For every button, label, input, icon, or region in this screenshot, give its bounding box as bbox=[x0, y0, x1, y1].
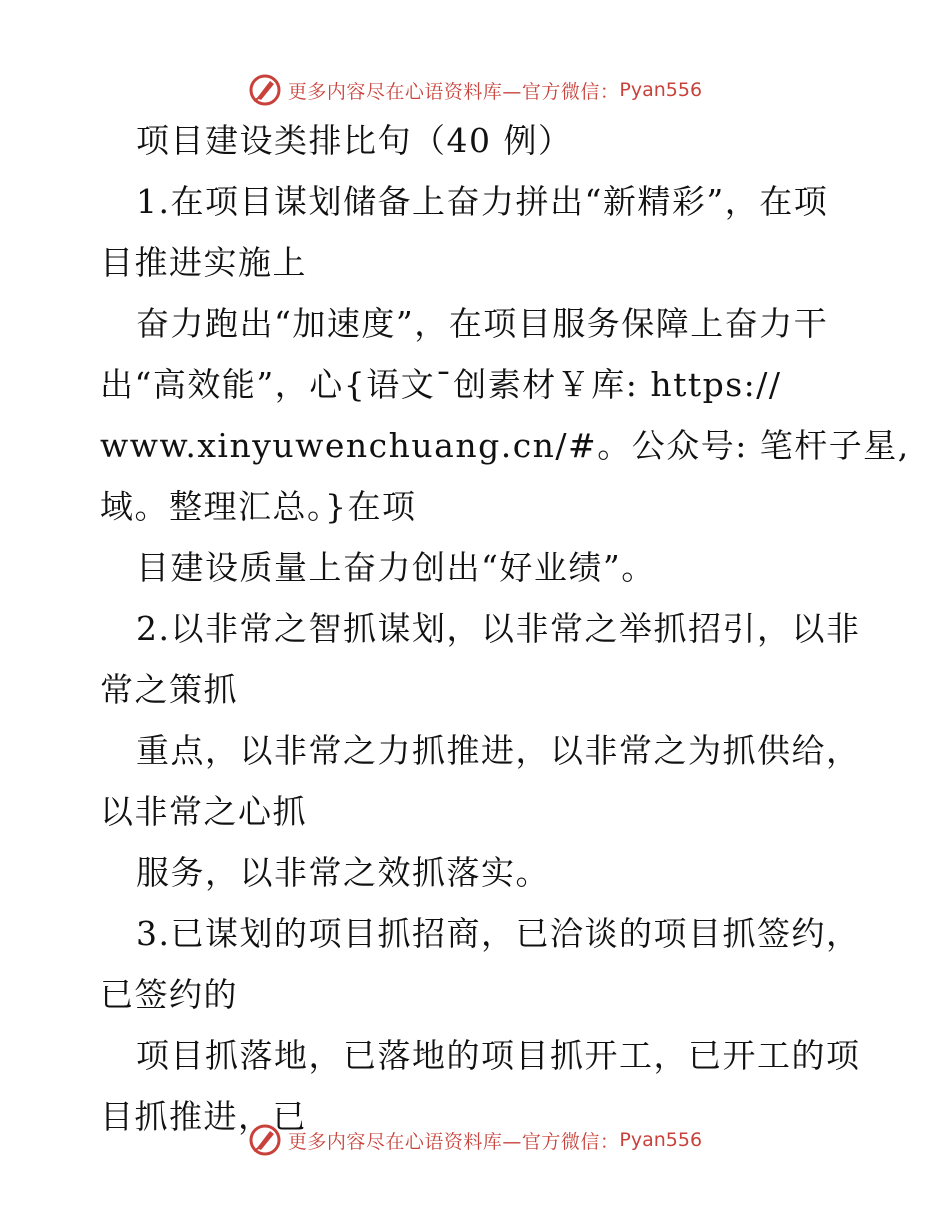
text-line: 奋力跑出“加速度”，在项目服务保障上奋力干 bbox=[136, 304, 829, 343]
text-line: 以非常之心抓 bbox=[100, 792, 307, 831]
text-line: 出“高效能”，心{语文¯创素材￥库: https:// bbox=[100, 365, 782, 404]
text-line: 1.在项目谋划储备上奋力拼出“新精彩”，在项 bbox=[136, 182, 829, 221]
text-line: 项目抓落地，已落地的项目抓开工，已开工的项 bbox=[136, 1036, 861, 1075]
footer-banner bbox=[0, 1120, 950, 1160]
text-line: 目推进实施上 bbox=[100, 243, 307, 282]
banner-wechat-id: Pyan556 bbox=[619, 1129, 703, 1151]
quill-logo-icon bbox=[248, 73, 282, 107]
text-line: 域。整理汇总。}在项 bbox=[100, 487, 417, 526]
text-line: www.xinyuwenchuang.cn/#。公众号: 笔杆子星, bbox=[100, 426, 910, 465]
text-line: 3.已谋划的项目抓招商，已洽谈的项目抓签约， bbox=[136, 914, 861, 953]
text-line: 2.以非常之智抓谋划，以非常之举抓招引，以非 bbox=[136, 609, 861, 648]
banner-wechat-id: Pyan556 bbox=[619, 79, 703, 101]
banner-text: 更多内容尽在心语资料库—官方微信： bbox=[287, 80, 620, 103]
text-line: 重点，以非常之力抓推进，以非常之为抓供给， bbox=[136, 731, 861, 770]
document-title: 项目建设类排比句（40 例） bbox=[136, 121, 573, 160]
quill-logo-icon bbox=[248, 1123, 282, 1157]
text-line: 服务，以非常之效抓落实。 bbox=[136, 853, 550, 892]
header-banner bbox=[0, 70, 950, 110]
text-line: 常之策抓 bbox=[100, 670, 238, 709]
text-line: 目建设质量上奋力创出“好业绩”。 bbox=[136, 548, 656, 587]
banner-text: 更多内容尽在心语资料库—官方微信： bbox=[287, 1130, 620, 1153]
text-line: 已签约的 bbox=[100, 975, 238, 1014]
text-line: 目抓推进，已 bbox=[100, 1097, 307, 1136]
